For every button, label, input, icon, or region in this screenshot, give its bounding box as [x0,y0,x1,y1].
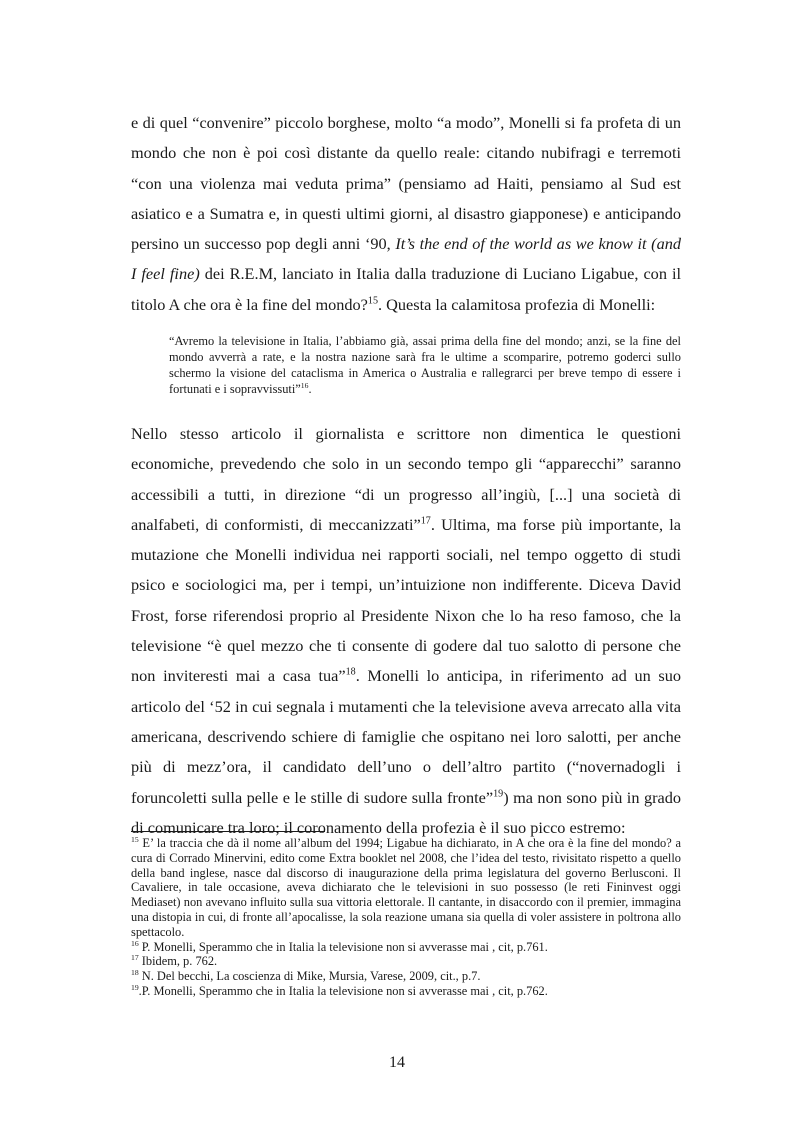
song-title: It’s the end of the world as we know it (and I feel fine) [131,234,681,284]
paragraph-2-text-b: . Ultima, ma forse più importante, la mutazione che Monelli individua nei rapporti sociali, nel tempo oggetto di studi psico e sociologici ma, per i tempi, un’intuizione non indifferente. Diceva David Frost, forse riferendosi proprio al Presidente Nixon che lo ha reso famoso, che la televisione “è quel mezzo che ti consente di godere dal tuo salotto di persone che non inviteresti mai a casa tua” [131,514,681,686]
footnote-text: .P. Monelli, Sperammo che in Italia la televisione non si avverasse mai , cit, p.762. [138,983,548,998]
footnote-ref-18[interactable]: 18 [345,666,356,678]
page-number: 14 [389,1054,405,1071]
footnote-17 [131,954,681,969]
footnote-text: N. Del becchi, La coscienza di Mike, Mursia, Varese, 2009, cit., p.7. [138,969,481,984]
footnote-text: E’ la traccia che dà il nome all’album del 1994; Ligabue ha dichiarato, in A che ora è la fine del mondo? a cura di Corrado Minervini, edito come Extra booklet nel 2008, che l’idea del testo, rivisitato rispetto a quello della band inglese, nasce dal discorso di inaugurazione della prima legislatura del governo Berlusconi. Il Cavaliere, in tale occasione, aveva dichiarato che le televisioni in suo possesso (le reti Fininvest oggi Mediaset) non avevano influito sulla sua vittoria elettorale. Il cantante, in disaccordo con il premier, immagina una distopia in cui, di fronte all’apocalisse, la sola reazione umana sia quella di voler assistere in poltrona allo spettacolo. [131,836,681,939]
footnote-15 [131,836,681,940]
footnote-16 [131,940,681,955]
block-quote [169,333,681,397]
paragraph-2-text-d: ) ma non sono più in grado di comunicare tra loro; il coronamento della profezia è il suo picco estremo: [131,787,682,837]
paragraph-1-text-b: dei R.E.M, lanciato in Italia dalla traduzione di Luciano Ligabue, con il titolo A che ora è la fine del mondo? [131,264,681,314]
paragraph-2-text-c: . Monelli lo anticipa, in riferimento ad un suo articolo del ‘52 in cui segnala i mutamenti che la televisione aveva arrecato alla vita americana, descrivendo schiere di famiglie che ospitano nei loro salotti, per anche più di mezz’ora, il candidato dell’uno o dell’altro partito (“novernadogli i foruncoletti sulla pelle e le stille di sudore sulla fronte” [131,666,681,807]
footnote-number: 19 [131,982,139,992]
paragraph-1-text-a: e di quel “convenire” piccolo borghese, molto “a modo”, Monelli si fa profeta di un mondo che non è poi così distante da quello reale: citando nubifragi e terremoti “con una violenza mai veduta prima” (pensiamo ad Haiti, pensiamo al Sud est asiatico e a Sumatra e, in questi ultimi giorni, al disastro giapponese) e anticipando persino un successo pop degli anni ‘90, [131,113,681,254]
footnote-ref-15[interactable]: 15 [367,295,379,307]
quote-text: “Avremo la televisione in Italia, l’abbiamo già, assai prima della fine del mondo; anzi, se la fine del mondo avverrà a rate, e la nostra nazione sarà fra le ultime a scomparire, potremo goderci sullo schermo la visione del cataclisma in America o Australia e rallegrarci per breve tempo di essere i fortunati e i sopravvissuti” [169,334,681,396]
footnote-number: 17 [131,953,139,963]
paragraph-2 [131,419,681,843]
footnote-text: P. Monelli, Sperammo che in Italia la televisione non si avverasse mai , cit, p.761. [138,939,548,954]
footnote-text: Ibidem, p. 762. [138,954,218,969]
quote-end: . [308,382,312,396]
footnote-18 [131,969,681,984]
paragraph-1 [131,108,681,320]
footnote-19 [131,984,681,999]
footnote-separator [131,831,325,832]
footnotes [131,836,681,999]
footnote-number: 15 [131,834,139,844]
footnote-number: 18 [131,968,139,978]
footnote-ref-17[interactable]: 17 [420,515,431,527]
footnote-ref-16[interactable]: 16 [300,380,309,390]
paragraph-2-text-a: Nello stesso articolo il giornalista e scrittore non dimentica le questioni economiche, prevedendo che solo in un secondo tempo gli “apparecchi” saranno accessibili a tutti, in direzione “di un progresso all’ingiù, [...] una società di analfabeti, di conformisti, di meccanizzati” [131,424,681,534]
paragraph-1-text-c: . Questa la calamitosa profezia di Monelli: [378,294,656,314]
footnote-ref-19[interactable]: 19 [493,788,504,800]
footnote-number: 16 [131,938,139,948]
